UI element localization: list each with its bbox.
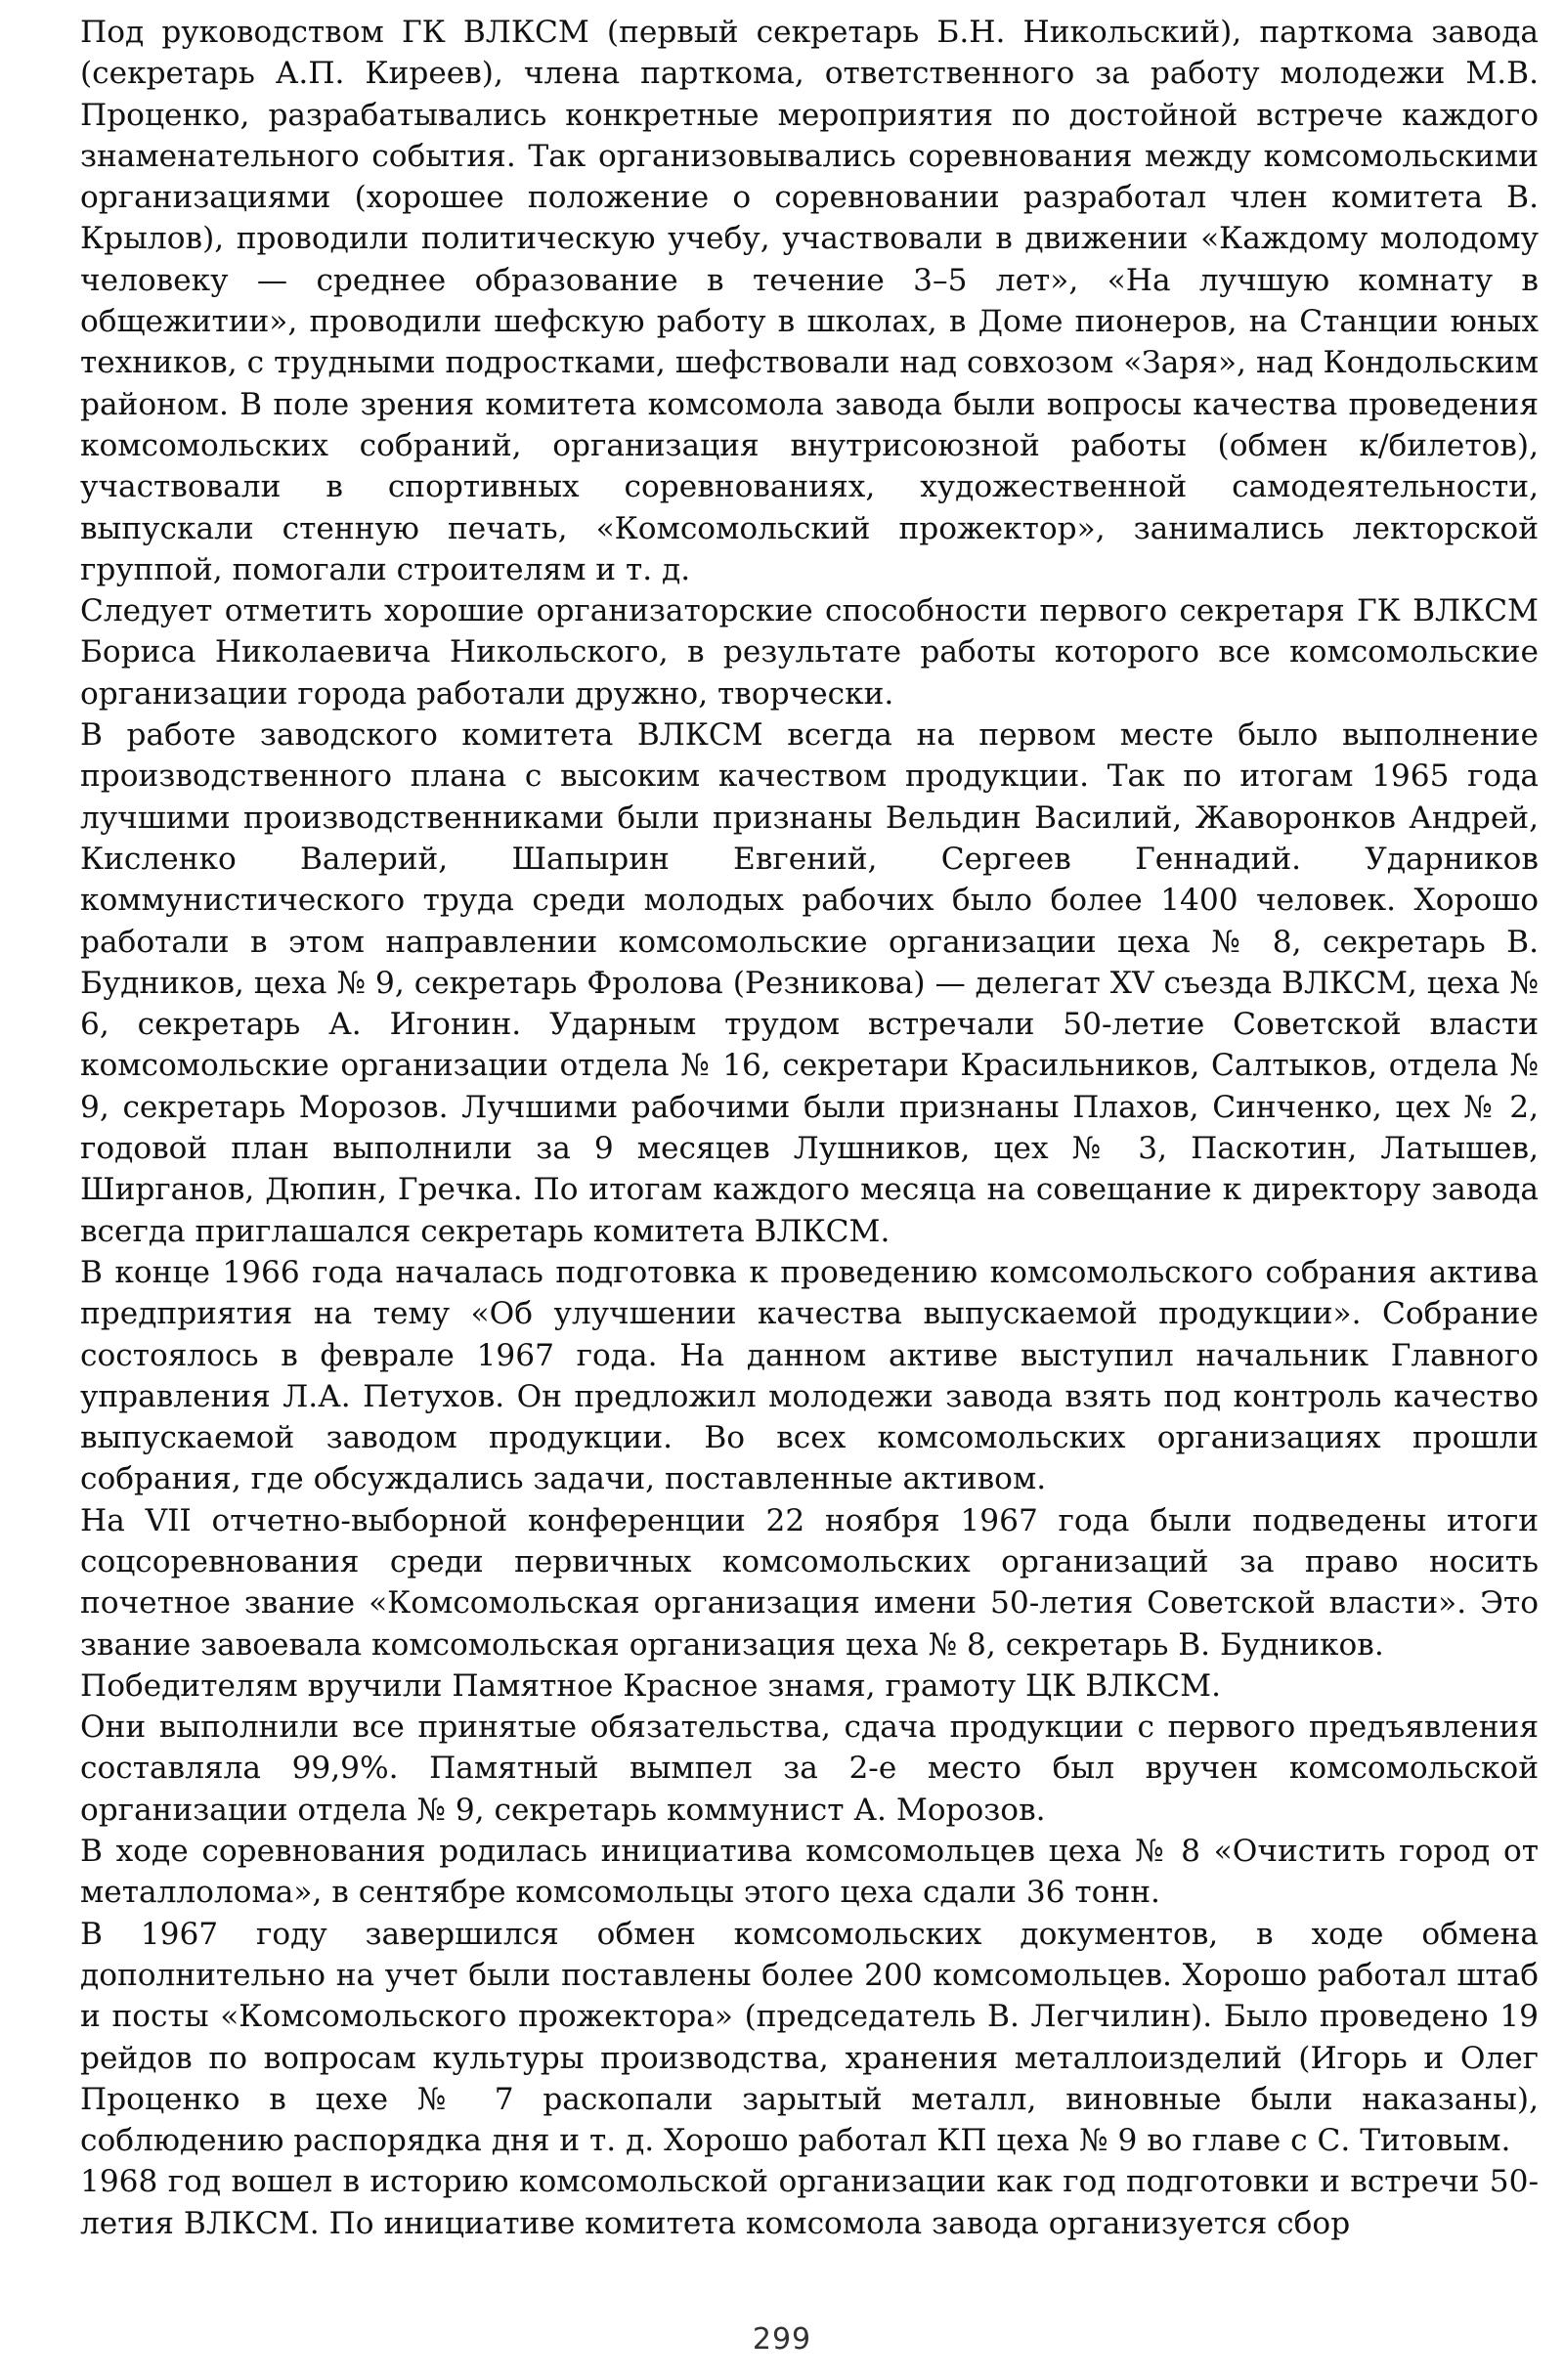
paragraph-10: 1968 год вошел в историю комсомольской организации как год подготовки и встречи 50-летия ВЛКСМ. По инициативе комитета комсомола завода организуется сбор [80,2164,1539,2241]
paragraph-3: В работе заводского комитета ВЛКСМ всегда на первом месте было выполнение производственного плана с высоким качеством продукции. Так по итогам 1965 года лучшими производственниками были признаны Вельдин Василий, Жаворонков Андрей, Кисленко Валерий, Шапырин Евгений, Сергеев Геннадий. Ударников коммунистического труда среди молодых рабочих было более 1400 человек. Хорошо работали в этом направлении комсомольские организации цеха № 8, секретарь В. Будников, цеха № 9, секретарь Фролова (Резникова) — делегат XV съезда ВЛКСМ, цеха № 6, секретарь А. Игонин. Ударным трудом встречали 50-летие Советской власти комсомольские организации отдела № 16, секретари Красильников, Салтыков, отдела № 9, секретарь Морозов. Лучшими рабочими были признаны Плахов, Синченко, цех № 2, годовой план выполнили за 9 месяцев Лушников, цех № 3, Паскотин, Латышев, Ширганов, Дюпин, Гречка. По итогам каждого месяца на совещание к директору завода всегда приглашался секретарь комитета ВЛКСМ. [80,717,1539,1249]
paragraph-2: Следует отметить хорошие организаторские способности первого секретаря ГК ВЛКСМ Бориса Николаевича Никольского, в результате работы которого все комсомольские организации города работали дружно, творчески. [80,593,1539,712]
paragraph-8: В ходе соревнования родилась инициатива комсомольцев цеха № 8 «Очистить город от металлолома», в сентябре комсомольцы этого цеха сдали 36 тонн. [80,1834,1539,1911]
paragraph-1: Под руководством ГК ВЛКСМ (первый секретарь Б.Н. Никольский), парткома завода (секретарь А.П. Киреев), члена парткома, ответственного за работу молодежи М.В. Проценко, разрабатывались конкретные мероприятия по достойной встрече каждого знаменательного события. Так организовывались соревнования между комсомольскими организациями (хорошее положение о соревновании разработал член комитета В. Крылов), проводили политическую учебу, участвовали в движении «Каждому молодому человеку — среднее образование в течение 3–5 лет», «На лучшую комнату в общежитии», проводили шефскую работу в школах, в Доме пионеров, на Станции юных техников, с трудными подростками, шефствовали над совхозом «Заря», над Кондольским районом. В поле зрения комитета комсомола завода были вопросы качества проведения комсомольских собраний, организация внутрисоюзной работы (обмен к/билетов), участвовали в спортивных соревнованиях, художественной самодеятельности, выпускали стенную печать, «Комсомольский прожектор», занимались лекторской группой, помогали строителям и т. д. [80,15,1539,587]
page-number: 299 [752,2322,812,2357]
paragraph-6: Победителям вручили Памятное Красное знамя, грамоту ЦК ВЛКСМ. [80,1667,1222,1704]
paragraph-7: Они выполнили все принятые обязательства, сдача продукции с первого предъявления составляла 99,9%. Памятный вымпел за 2-е место был вручен комсомольской организации отдела № 9, секретарь коммунист А. Морозов. [80,1709,1539,1828]
paragraph-5: На VII отчетно-выборной конференции 22 ноября 1967 года были подведены итоги соцсоревнования среди первичных комсомольских организаций за право носить почетное звание «Комсомольская организация имени 50-летия Советской власти». Это звание завоевала комсомольская организация цеха № 8, секретарь В. Будников. [80,1502,1539,1663]
paragraph-4: В конце 1966 года началась подготовка к проведению комсомольского собрания актива предприятия на тему «Об улучшении качества выпускаемой продукции». Собрание состоялось в феврале 1967 года. На данном активе выступил начальник Главного управления Л.А. Петухов. Он предложил молодежи завода взять под контроль качество выпускаемой заводом продукции. Во всех комсомольских организациях прошли собрания, где обсуждались задачи, поставленные активом. [80,1254,1539,1497]
page-body [80,12,1539,2244]
paragraph-9: В 1967 году завершился обмен комсомольских документов, в ходе обмена дополнительно на учет были поставлены более 200 комсомольцев. Хорошо работал штаб и посты «Комсомольского прожектора» (председатель В. Легчилин). Было проведено 19 рейдов по вопросам культуры производства, хранения металлоизделий (Игорь и Олег Проценко в цехе № 7 раскопали зарытый металл, виновные были наказаны), соблюдению распорядка дня и т. д. Хорошо работал КП цеха № 9 во главе с С. Титовым. [80,1916,1539,2159]
